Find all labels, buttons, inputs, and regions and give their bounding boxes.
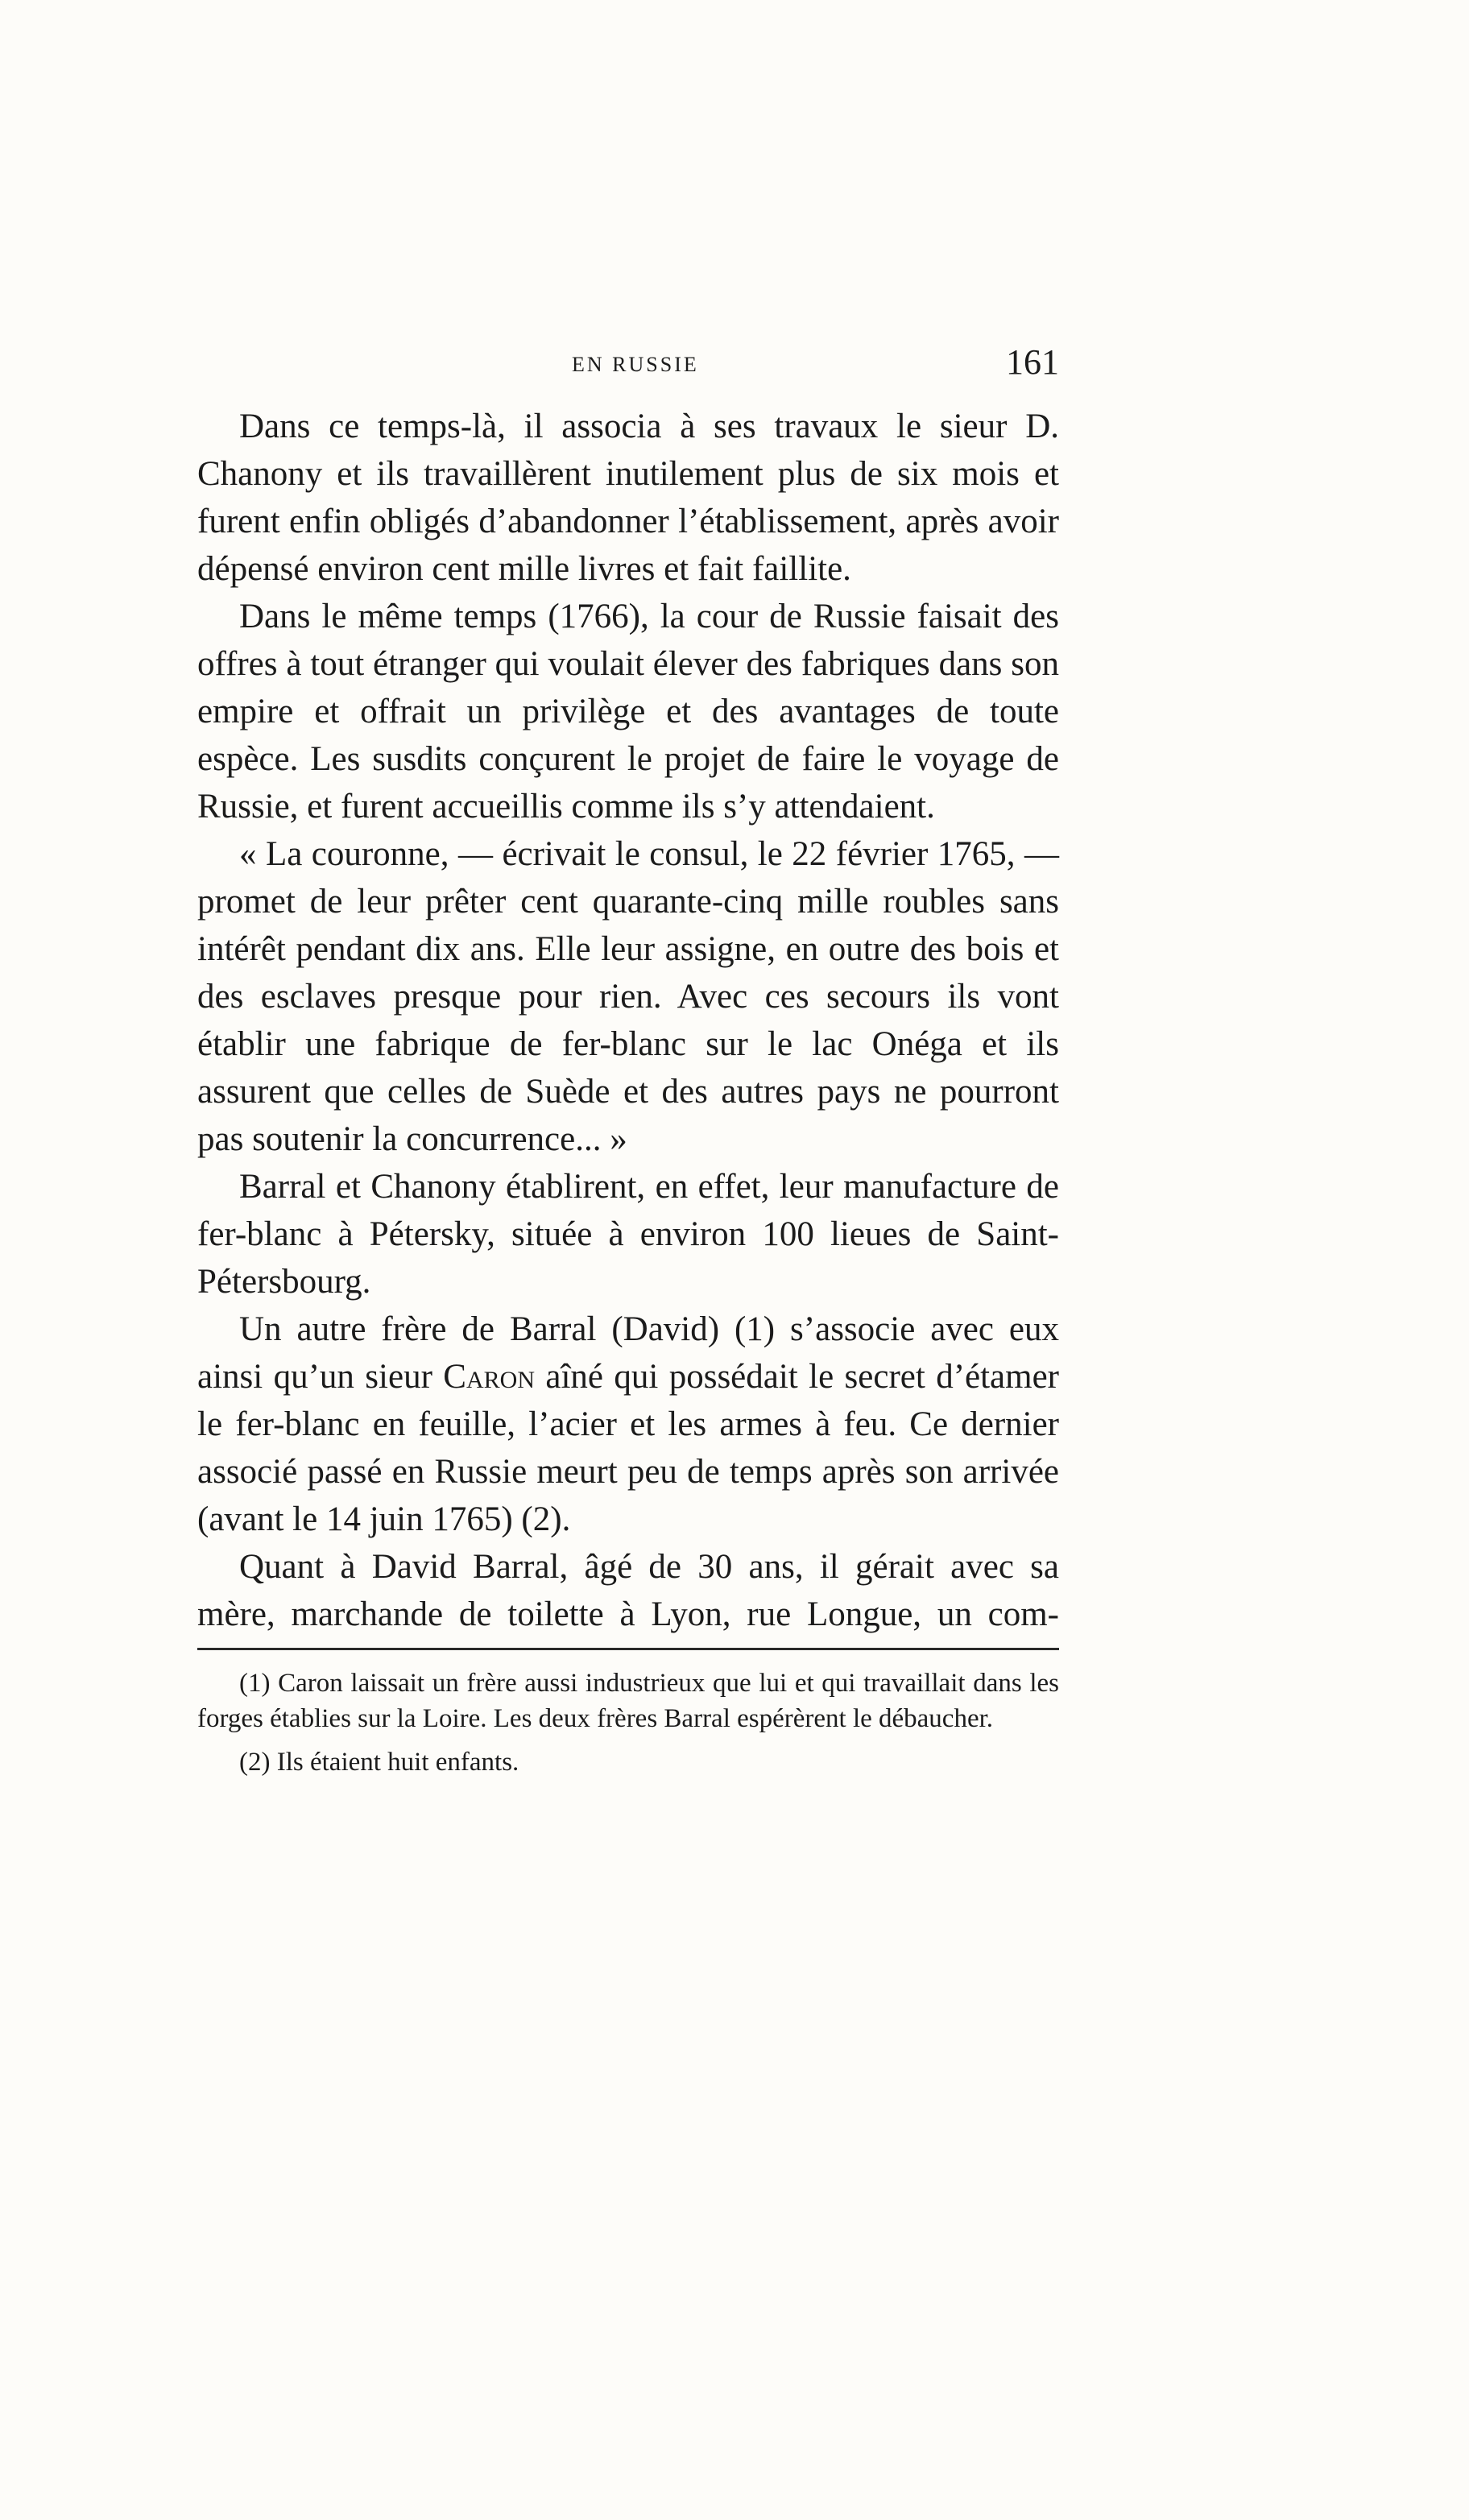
paragraph-6: Quant à David Barral, âgé de 30 ans, il gérait avec sa mère, marchande de toilette à Lyon, rue Longue, un com- xyxy=(197,1548,1059,1633)
footnote-rule xyxy=(197,1648,1059,1650)
paragraph-3: « La couronne, — écrivait le consul, le 22 février 1765, — promet de leur prêter cent quarante-cinq mille roubles sans intérêt pendant dix ans. Elle leur assigne, en outre des bois et des esclaves presque pour rien. Avec ces secours ils vont établir une fabrique de fer-blanc sur le lac Onéga et ils assurent que celles de Suède et des autres pays ne pourront pas soutenir la concurrence... » xyxy=(197,835,1059,1158)
caron-name: Caron xyxy=(443,1358,535,1396)
paragraph-5 xyxy=(197,1306,1059,1543)
footnotes xyxy=(197,1666,1059,1788)
paragraph-5-before: Un autre frère de Barral (David) (1) s’associe avec eux ainsi qu’un sieur xyxy=(197,1310,1059,1396)
running-title: EN RUSSIE xyxy=(572,353,699,376)
footnote-1: (1) Caron laissait un frère aussi industrieux que lui et qui travaillait dans les forges établies sur la Loire. Les deux frères Barral espérèrent le débaucher. xyxy=(197,1669,1059,1733)
paragraph-1: Dans ce temps-là, il associa à ses travaux le sieur D. Chanony et ils travaillèrent inutilement plus de six mois et furent enfin obligés d’abandonner l’établissement, après avoir dépensé environ cent mille livres et fait faillite. xyxy=(197,408,1059,588)
page-header xyxy=(197,341,1059,398)
paragraph-4: Barral et Chanony établirent, en effet, leur manufacture de fer-blanc à Pétersky, située à environ 100 lieues de Saint-Pétersbourg. xyxy=(197,1168,1059,1301)
paragraph-5-after: aîné qui possédait le secret d’étamer le fer-blanc en feuille, l’acier et les armes à feu. Ce dernier associé passé en Russie meurt peu de temps après son arrivée (avant le 14 juin 1765) (2). xyxy=(197,1358,1059,1538)
footnote-2: (2) Ils étaient huit enfants. xyxy=(239,1748,519,1777)
paragraph-2: Dans le même temps (1766), la cour de Russie faisait des offres à tout étranger qui voulait élever des fabriques dans son empire et offrait un privilège et des avantages de toute espèce. Les susdits conçurent le projet de faire le voyage de Russie, et furent accueillis comme ils s’y attendaient. xyxy=(197,598,1059,826)
body-text xyxy=(197,403,1059,1638)
page-number: 161 xyxy=(1006,342,1059,382)
